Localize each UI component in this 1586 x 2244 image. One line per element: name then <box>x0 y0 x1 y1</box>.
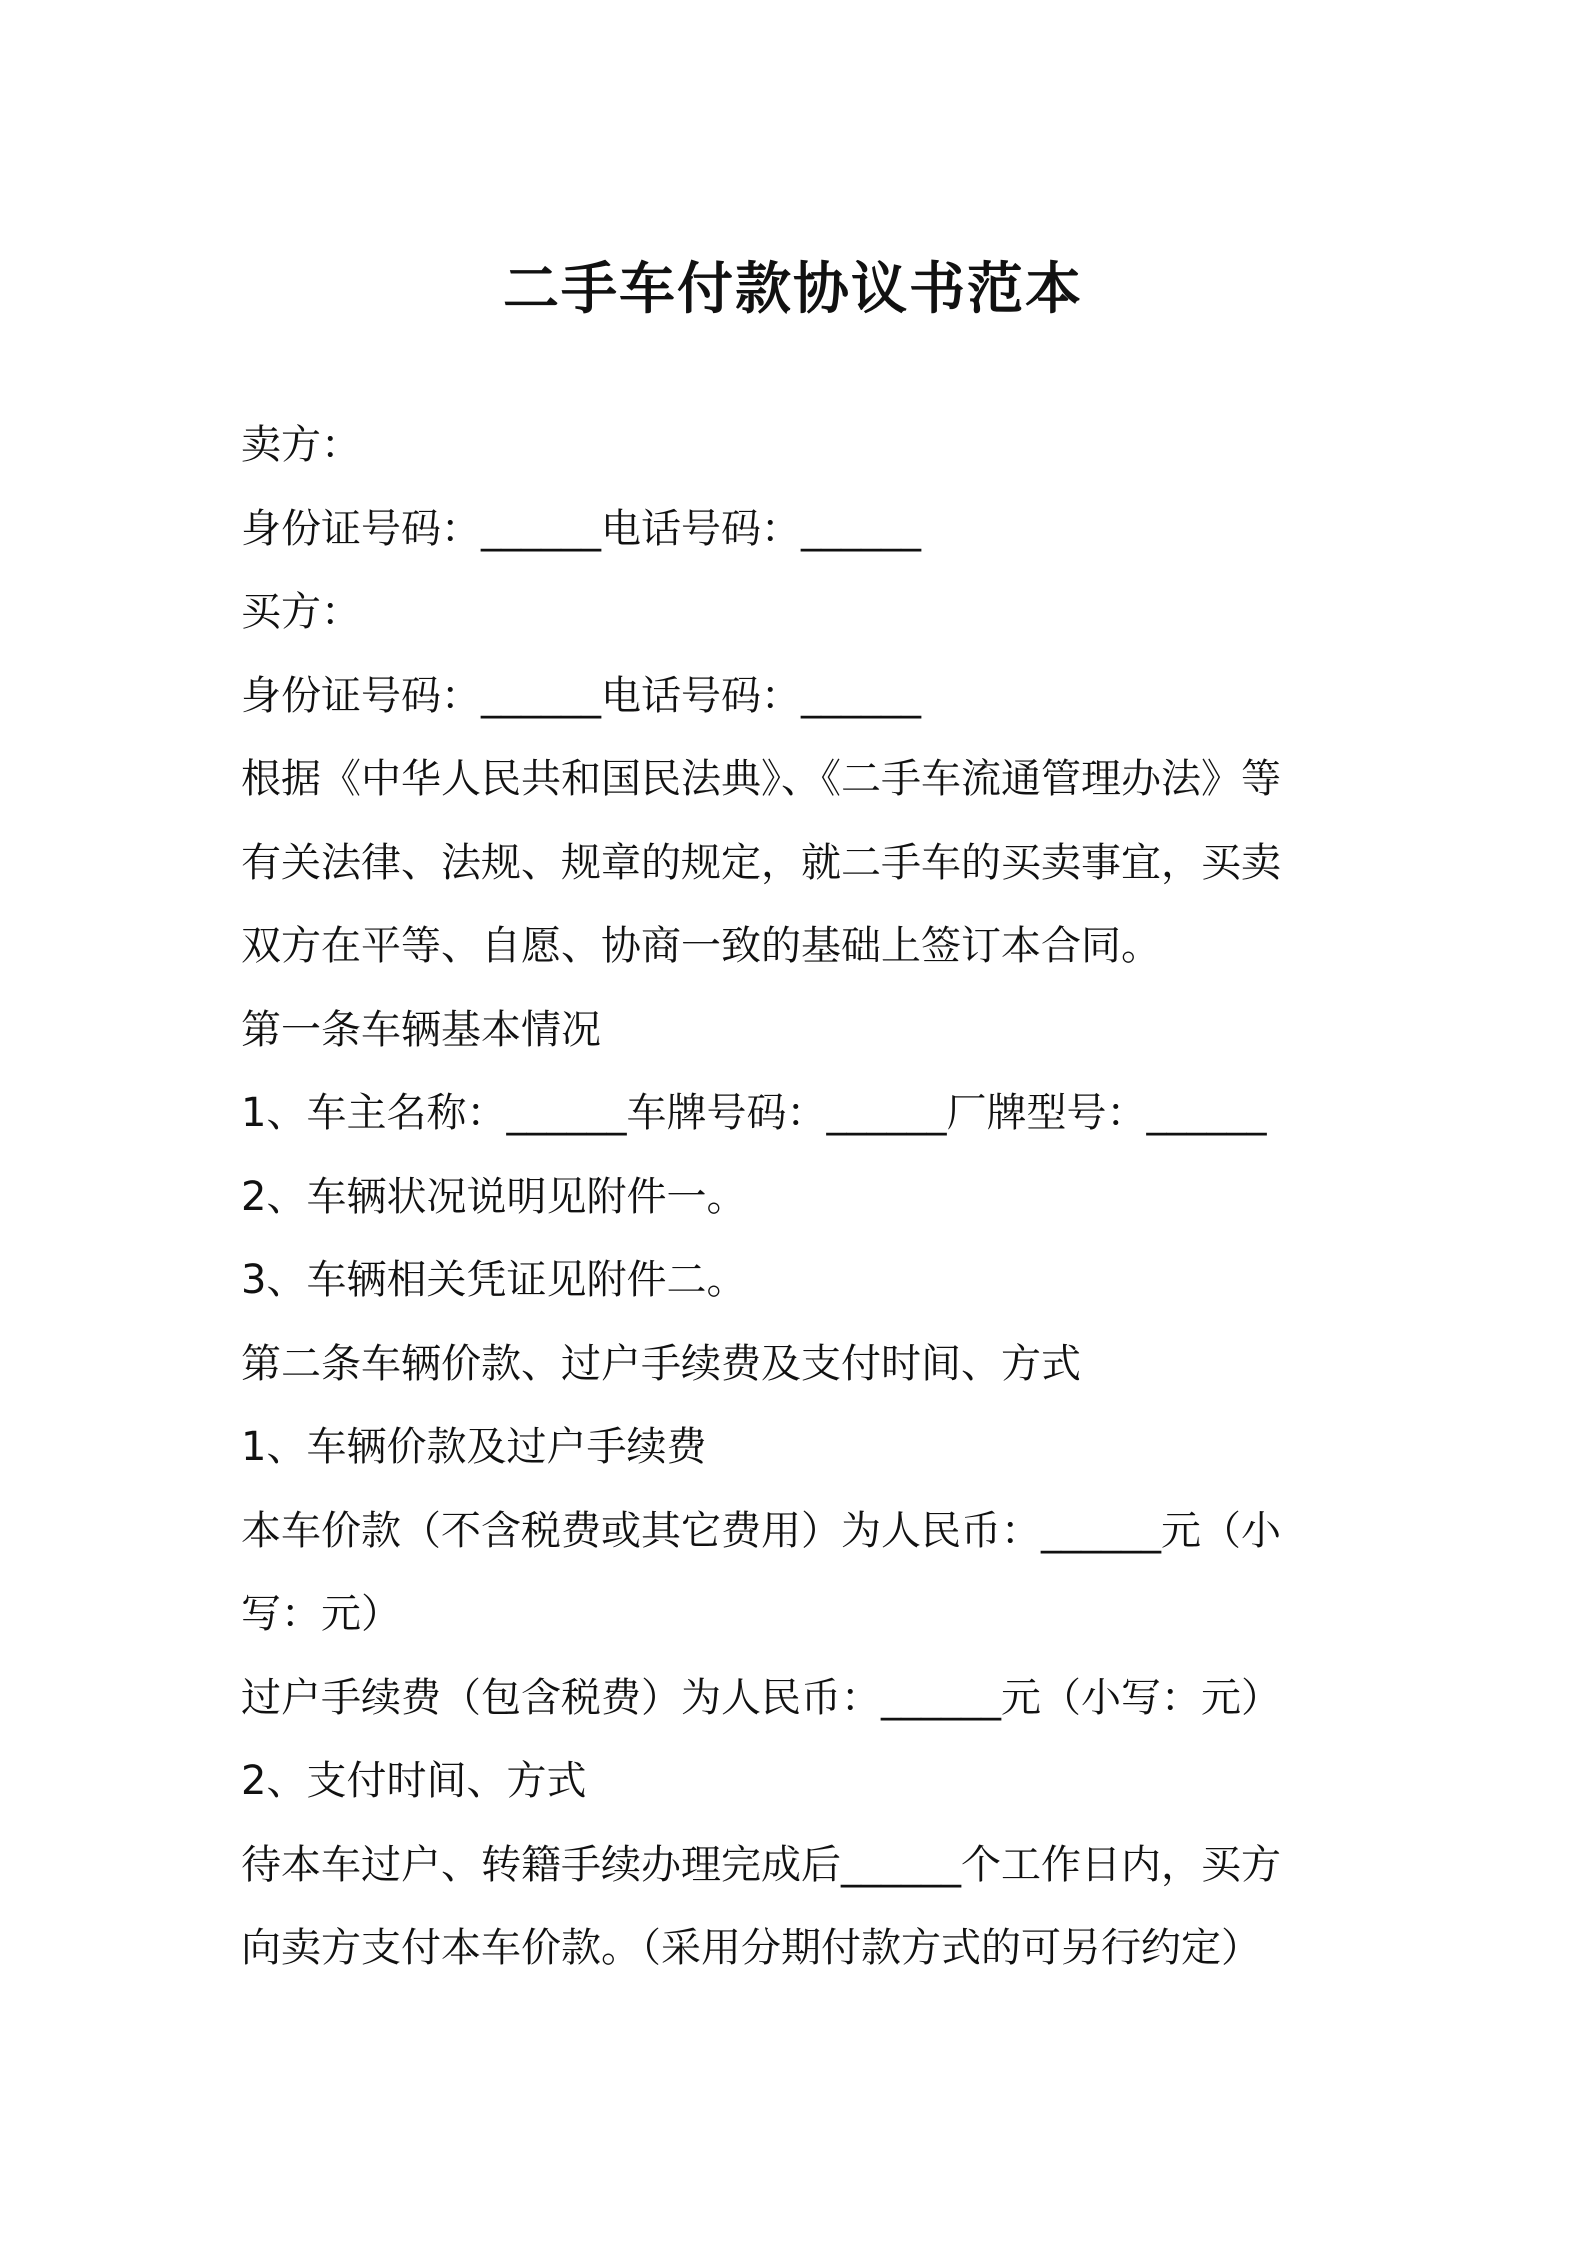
seller-id-phone-line: 身份证号码：______电话号码：______ <box>241 505 921 552</box>
article-2-heading: 第二条车辆价款、过户手续费及支付时间、方式 <box>241 1340 1081 1387</box>
preamble-line-3: 双方在平等、自愿、协商一致的基础上签订本合同。 <box>241 923 1161 969</box>
vehicle-price-line-2: 写：元） <box>241 1591 401 1637</box>
article-1-heading: 第一条车辆基本情况 <box>241 1006 601 1053</box>
article-1-item-3: 3、车辆相关凭证见附件二。 <box>241 1257 747 1303</box>
document-body <box>241 404 1361 1991</box>
payment-terms-line-1: 待本车过户、转籍手续办理完成后______个工作日内，买方 <box>241 1841 1281 1888</box>
article-2-item-1-heading: 1、车辆价款及过户手续费 <box>241 1424 707 1470</box>
vehicle-price-line-1: 本车价款（不含税费或其它费用）为人民币：______元（小 <box>241 1507 1281 1554</box>
article-1-item-2: 2、车辆状况说明见附件一。 <box>241 1173 747 1220</box>
buyer-id-phone-line: 身份证号码：______电话号码：______ <box>241 672 921 719</box>
preamble-line-1: 根据《中华人民共和国民法典》、《二手车流通管理办法》等 <box>241 756 1281 802</box>
article-1-item-1: 1、车主名称：______车牌号码：______厂牌型号：______ <box>241 1090 1267 1136</box>
transfer-fee-line: 过户手续费（包含税费）为人民币：______元（小写：元） <box>241 1674 1281 1721</box>
preamble-line-2: 有关法律、法规、规章的规定，就二手车的买卖事宜，买卖 <box>241 839 1281 886</box>
document-title: 二手车付款协议书范本 <box>503 257 1083 322</box>
buyer-label: 买方： <box>241 589 361 635</box>
seller-label: 卖方： <box>241 422 361 468</box>
payment-terms-line-2: 向卖方支付本车价款。（采用分期付款方式的可另行约定） <box>241 1925 1261 1971</box>
article-2-item-2-heading: 2、支付时间、方式 <box>241 1758 587 1804</box>
